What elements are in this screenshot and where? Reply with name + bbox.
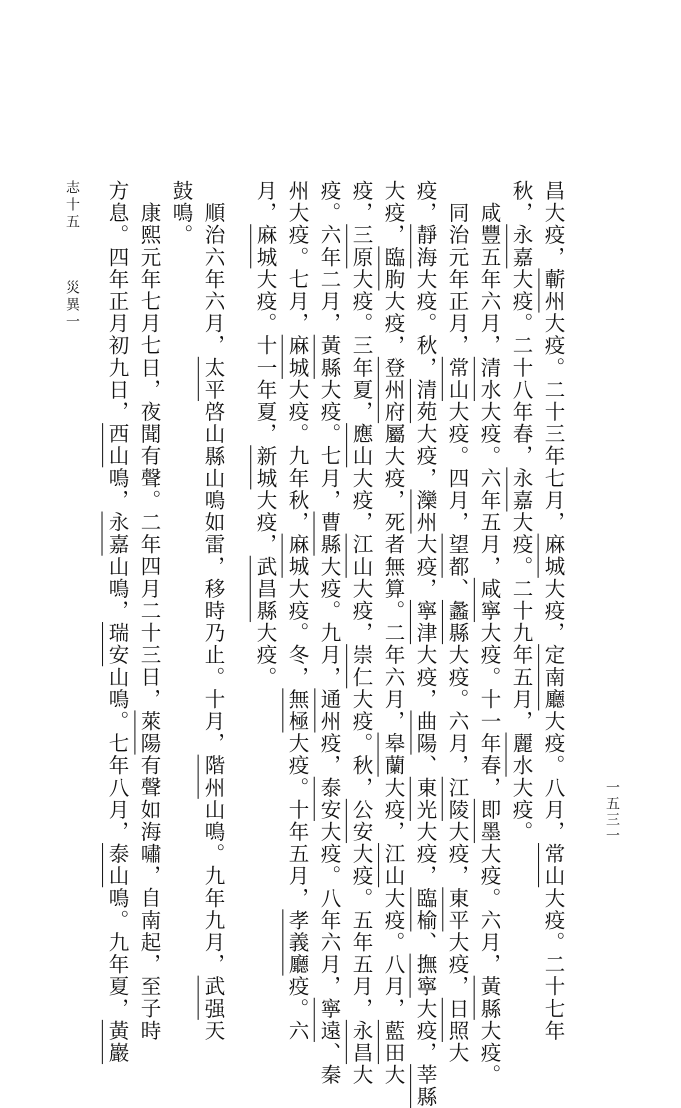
place-name: 麻城: [541, 533, 565, 578]
place-name: 定南廳: [541, 644, 565, 711]
place-name: 東平: [445, 887, 469, 932]
text-column: 疫。六年二月，黃縣大疫。七月，曹縣大疫。九月，通州疫，泰安大疫。八年六月，寧遠、秦: [317, 180, 341, 1087]
place-name: 武昌縣: [253, 555, 277, 623]
text-column: 州大疫。七月，麻城大疫。九年秋，麻城大疫。冬，無極大疫。十年五月，孝義廳疫。六: [285, 180, 309, 1042]
place-name: 清苑: [413, 378, 437, 424]
text-column: 疫，靜海大疫。秋，清苑大疫，灤州大疫，寧津大疫，曲陽、東光大疫，臨榆、撫寧大疫，莘縣: [413, 180, 437, 1108]
place-name: 公安: [349, 798, 373, 844]
place-name: 永嘉: [105, 511, 129, 556]
place-name: 蠡縣: [445, 599, 469, 645]
page-header-section: 災異一: [64, 280, 80, 331]
place-name: 莘縣: [413, 1064, 437, 1108]
place-name: 咸寧: [477, 577, 501, 623]
place-name: 泰山: [105, 843, 129, 888]
text-column: 方息。四年正月初九日，西山鳴，永嘉山鳴，瑞安山鳴。七年八月，泰山鳴。九年夏，黃巖: [105, 180, 129, 1065]
place-name: 登州府: [381, 356, 405, 424]
place-name: 瑞安: [105, 622, 129, 667]
place-name: 臨榆: [413, 887, 437, 932]
place-name: 望都: [445, 533, 469, 578]
place-name: 階州: [201, 754, 225, 799]
text-column: 月，麻城大疫。十一年夏，新城大疫，武昌縣大疫。: [253, 180, 277, 689]
page-header-volume: 志十五: [64, 180, 80, 231]
text-column: 秋，永嘉大疫。二十八年春，永嘉大疫。二十九年五月，麗水大疫。: [509, 180, 533, 844]
place-name: 永嘉: [509, 224, 533, 269]
place-name: 麻城: [253, 224, 277, 269]
text-column: 大疫，臨朐大疫，登州府屬大疫，死者無算。二年六月，皋蘭大疫，江山大疫。八月，藍田大: [381, 180, 405, 1087]
text-column: 昌大疫，蘄州大疫。二十三年七月，麻城大疫，定南廳大疫。八月，常山大疫。二十七年: [541, 180, 565, 1042]
place-name: 黃縣: [317, 334, 341, 379]
place-name: 崇仁: [349, 644, 373, 689]
place-name: 江陵: [445, 776, 469, 821]
place-name: 無極: [285, 688, 309, 733]
place-name: 藍田: [381, 1019, 405, 1065]
place-name: 臨朐: [381, 246, 405, 291]
place-name: 麻城: [285, 533, 309, 578]
place-name: 皋蘭: [381, 732, 405, 777]
place-name: 西山: [105, 423, 129, 468]
page-number: 一五三一: [604, 780, 620, 844]
place-name: 靜海: [413, 224, 437, 269]
place-name: 麻城: [285, 334, 309, 379]
place-name: 武强: [201, 975, 225, 1020]
place-name: 清水: [477, 356, 501, 402]
place-name: 萊陽: [137, 710, 161, 755]
place-name: 常山: [445, 356, 469, 402]
place-name: 黃巖: [105, 1019, 129, 1065]
place-name: 永嘉: [509, 467, 533, 512]
text-column: 同治元年正月，常山大疫。四月，望都、蠡縣大疫。六月，江陵大疫，東平大疫，日照大: [445, 180, 469, 1065]
place-name: 孝義廳: [285, 909, 309, 976]
place-name: 寧津: [413, 599, 437, 645]
place-name: 三原: [349, 224, 373, 269]
place-name: 蘄州: [541, 268, 565, 313]
text-column: 咸豐五年六月，清水大疫。六年五月，咸寧大疫。十一年春，即墨大疫。六月，黃縣大疫。: [477, 180, 501, 1087]
place-name: 黃縣: [477, 975, 501, 1020]
place-name: 曹縣: [317, 511, 341, 556]
place-name: 江山: [349, 533, 373, 578]
place-name: 永昌: [349, 1019, 373, 1065]
place-name: 應山: [349, 423, 373, 468]
place-name: 寧遠: [317, 997, 341, 1042]
place-name: 曲陽: [413, 710, 437, 755]
text-column: 康熙元年七月七日，夜聞有聲。二年四月二十三日，萊陽有聲如海嘯，自南起，至子時: [137, 180, 161, 1042]
place-name: 日照: [445, 997, 469, 1042]
text-column: 疫，三原大疫。三年夏，應山大疫，江山大疫，崇仁大疫。秋，公安大疫。五年五月，永昌大: [349, 180, 373, 1087]
place-name: 麗水: [509, 732, 533, 777]
text-column: 順治六年六月，太平啓山縣山鳴如雷，移時乃止。十月，階州山鳴。九年九月，武强天: [201, 180, 225, 1042]
place-name: 撫寧: [413, 953, 437, 998]
place-name: 東光: [413, 776, 437, 821]
place-name: 泰安: [317, 776, 341, 821]
place-name: 新城: [253, 445, 277, 490]
place-name: 即墨: [477, 798, 501, 844]
place-name: 江山: [381, 843, 405, 888]
place-name: 灤州: [413, 489, 437, 534]
place-name: 太平: [201, 356, 225, 402]
place-name: 通州: [317, 688, 341, 733]
place-name: 常山: [541, 843, 565, 888]
text-column: 鼓鳴。: [169, 180, 193, 247]
